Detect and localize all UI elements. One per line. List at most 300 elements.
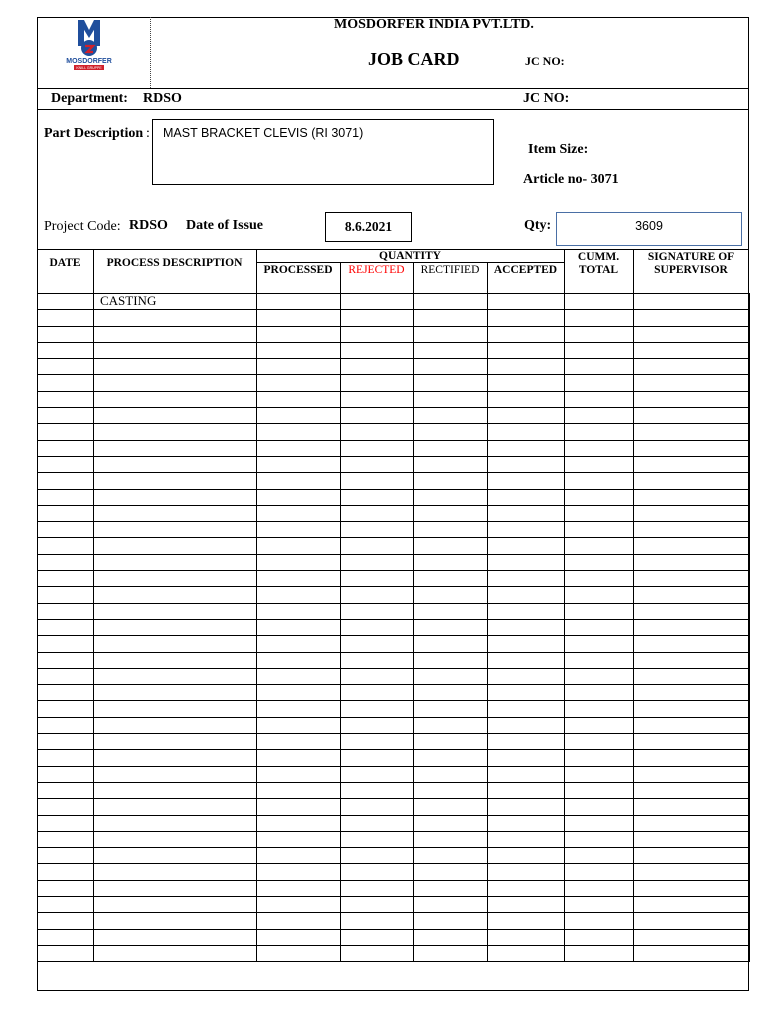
cell-signature[interactable] bbox=[634, 473, 750, 489]
cell-cumm-total[interactable] bbox=[565, 473, 634, 489]
cell-process[interactable] bbox=[94, 766, 257, 782]
cell-rectified[interactable] bbox=[414, 717, 488, 733]
cell-process[interactable] bbox=[94, 619, 257, 635]
cell-rejected[interactable] bbox=[341, 929, 414, 945]
cell-rejected[interactable] bbox=[341, 440, 414, 456]
cell-date[interactable] bbox=[38, 831, 94, 847]
cell-process[interactable] bbox=[94, 456, 257, 472]
cell-signature[interactable] bbox=[634, 489, 750, 505]
cell-rejected[interactable] bbox=[341, 864, 414, 880]
cell-accepted[interactable] bbox=[488, 652, 565, 668]
cell-accepted[interactable] bbox=[488, 294, 565, 310]
cell-rejected[interactable] bbox=[341, 391, 414, 407]
cell-signature[interactable] bbox=[634, 880, 750, 896]
cell-signature[interactable] bbox=[634, 652, 750, 668]
cell-date[interactable] bbox=[38, 342, 94, 358]
cell-rectified[interactable] bbox=[414, 685, 488, 701]
cell-signature[interactable] bbox=[634, 717, 750, 733]
cell-rectified[interactable] bbox=[414, 424, 488, 440]
cell-cumm-total[interactable] bbox=[565, 668, 634, 684]
cell-rectified[interactable] bbox=[414, 505, 488, 521]
cell-rectified[interactable] bbox=[414, 831, 488, 847]
cell-cumm-total[interactable] bbox=[565, 945, 634, 961]
cell-date[interactable] bbox=[38, 473, 94, 489]
cell-processed[interactable] bbox=[257, 766, 341, 782]
cell-accepted[interactable] bbox=[488, 408, 565, 424]
cell-signature[interactable] bbox=[634, 782, 750, 798]
cell-signature[interactable] bbox=[634, 619, 750, 635]
cell-rejected[interactable] bbox=[341, 668, 414, 684]
cell-cumm-total[interactable] bbox=[565, 456, 634, 472]
cell-rejected[interactable] bbox=[341, 522, 414, 538]
cell-date[interactable] bbox=[38, 929, 94, 945]
cell-process[interactable] bbox=[94, 734, 257, 750]
cell-rectified[interactable] bbox=[414, 571, 488, 587]
cell-cumm-total[interactable] bbox=[565, 538, 634, 554]
cell-cumm-total[interactable] bbox=[565, 294, 634, 310]
cell-accepted[interactable] bbox=[488, 880, 565, 896]
cell-processed[interactable] bbox=[257, 929, 341, 945]
cell-rectified[interactable] bbox=[414, 913, 488, 929]
cell-process[interactable] bbox=[94, 554, 257, 570]
cell-rectified[interactable] bbox=[414, 440, 488, 456]
cell-process[interactable] bbox=[94, 750, 257, 766]
cell-date[interactable] bbox=[38, 782, 94, 798]
cell-cumm-total[interactable] bbox=[565, 636, 634, 652]
cell-processed[interactable] bbox=[257, 896, 341, 912]
cell-cumm-total[interactable] bbox=[565, 522, 634, 538]
cell-process[interactable] bbox=[94, 848, 257, 864]
cell-cumm-total[interactable] bbox=[565, 619, 634, 635]
cell-process[interactable] bbox=[94, 505, 257, 521]
cell-processed[interactable] bbox=[257, 408, 341, 424]
cell-process[interactable] bbox=[94, 929, 257, 945]
cell-processed[interactable] bbox=[257, 538, 341, 554]
cell-cumm-total[interactable] bbox=[565, 831, 634, 847]
cell-rectified[interactable] bbox=[414, 750, 488, 766]
cell-rectified[interactable] bbox=[414, 522, 488, 538]
cell-process[interactable] bbox=[94, 408, 257, 424]
cell-cumm-total[interactable] bbox=[565, 652, 634, 668]
cell-rejected[interactable] bbox=[341, 571, 414, 587]
cell-process[interactable] bbox=[94, 668, 257, 684]
cell-processed[interactable] bbox=[257, 717, 341, 733]
cell-date[interactable] bbox=[38, 636, 94, 652]
cell-process[interactable] bbox=[94, 375, 257, 391]
cell-process[interactable] bbox=[94, 587, 257, 603]
cell-accepted[interactable] bbox=[488, 668, 565, 684]
cell-rectified[interactable] bbox=[414, 734, 488, 750]
cell-accepted[interactable] bbox=[488, 799, 565, 815]
cell-rejected[interactable] bbox=[341, 603, 414, 619]
cell-accepted[interactable] bbox=[488, 766, 565, 782]
cell-cumm-total[interactable] bbox=[565, 750, 634, 766]
cell-cumm-total[interactable] bbox=[565, 913, 634, 929]
cell-rectified[interactable] bbox=[414, 815, 488, 831]
cell-processed[interactable] bbox=[257, 326, 341, 342]
cell-process[interactable]: CASTING bbox=[94, 294, 257, 310]
cell-rejected[interactable] bbox=[341, 896, 414, 912]
cell-accepted[interactable] bbox=[488, 440, 565, 456]
cell-processed[interactable] bbox=[257, 473, 341, 489]
cell-accepted[interactable] bbox=[488, 375, 565, 391]
cell-signature[interactable] bbox=[634, 685, 750, 701]
cell-process[interactable] bbox=[94, 522, 257, 538]
cell-rejected[interactable] bbox=[341, 375, 414, 391]
cell-rectified[interactable] bbox=[414, 342, 488, 358]
cell-date[interactable] bbox=[38, 701, 94, 717]
cell-cumm-total[interactable] bbox=[565, 571, 634, 587]
cell-accepted[interactable] bbox=[488, 473, 565, 489]
cell-signature[interactable] bbox=[634, 440, 750, 456]
cell-cumm-total[interactable] bbox=[565, 554, 634, 570]
cell-rectified[interactable] bbox=[414, 489, 488, 505]
cell-rejected[interactable] bbox=[341, 538, 414, 554]
cell-rectified[interactable] bbox=[414, 636, 488, 652]
cell-rejected[interactable] bbox=[341, 831, 414, 847]
cell-date[interactable] bbox=[38, 685, 94, 701]
cell-process[interactable] bbox=[94, 913, 257, 929]
cell-signature[interactable] bbox=[634, 799, 750, 815]
cell-rejected[interactable] bbox=[341, 799, 414, 815]
cell-rejected[interactable] bbox=[341, 766, 414, 782]
cell-cumm-total[interactable] bbox=[565, 929, 634, 945]
cell-signature[interactable] bbox=[634, 864, 750, 880]
cell-rectified[interactable] bbox=[414, 359, 488, 375]
cell-accepted[interactable] bbox=[488, 456, 565, 472]
cell-signature[interactable] bbox=[634, 294, 750, 310]
cell-process[interactable] bbox=[94, 831, 257, 847]
cell-date[interactable] bbox=[38, 734, 94, 750]
cell-accepted[interactable] bbox=[488, 489, 565, 505]
cell-rectified[interactable] bbox=[414, 587, 488, 603]
cell-signature[interactable] bbox=[634, 668, 750, 684]
cell-rejected[interactable] bbox=[341, 310, 414, 326]
cell-accepted[interactable] bbox=[488, 945, 565, 961]
cell-rectified[interactable] bbox=[414, 619, 488, 635]
cell-accepted[interactable] bbox=[488, 505, 565, 521]
cell-cumm-total[interactable] bbox=[565, 440, 634, 456]
cell-accepted[interactable] bbox=[488, 342, 565, 358]
cell-accepted[interactable] bbox=[488, 913, 565, 929]
cell-cumm-total[interactable] bbox=[565, 848, 634, 864]
cell-cumm-total[interactable] bbox=[565, 603, 634, 619]
cell-processed[interactable] bbox=[257, 913, 341, 929]
cell-processed[interactable] bbox=[257, 668, 341, 684]
cell-processed[interactable] bbox=[257, 587, 341, 603]
cell-process[interactable] bbox=[94, 440, 257, 456]
cell-signature[interactable] bbox=[634, 913, 750, 929]
cell-signature[interactable] bbox=[634, 375, 750, 391]
cell-signature[interactable] bbox=[634, 326, 750, 342]
cell-rectified[interactable] bbox=[414, 848, 488, 864]
cell-signature[interactable] bbox=[634, 310, 750, 326]
cell-process[interactable] bbox=[94, 603, 257, 619]
cell-date[interactable] bbox=[38, 294, 94, 310]
cell-processed[interactable] bbox=[257, 848, 341, 864]
cell-date[interactable] bbox=[38, 326, 94, 342]
cell-signature[interactable] bbox=[634, 456, 750, 472]
cell-date[interactable] bbox=[38, 945, 94, 961]
cell-rectified[interactable] bbox=[414, 456, 488, 472]
cell-date[interactable] bbox=[38, 619, 94, 635]
cell-process[interactable] bbox=[94, 815, 257, 831]
cell-date[interactable] bbox=[38, 815, 94, 831]
cell-processed[interactable] bbox=[257, 342, 341, 358]
cell-cumm-total[interactable] bbox=[565, 342, 634, 358]
cell-rectified[interactable] bbox=[414, 473, 488, 489]
cell-rectified[interactable] bbox=[414, 538, 488, 554]
cell-signature[interactable] bbox=[634, 701, 750, 717]
cell-date[interactable] bbox=[38, 652, 94, 668]
cell-rejected[interactable] bbox=[341, 717, 414, 733]
cell-process[interactable] bbox=[94, 636, 257, 652]
cell-cumm-total[interactable] bbox=[565, 489, 634, 505]
cell-rejected[interactable] bbox=[341, 701, 414, 717]
cell-date[interactable] bbox=[38, 440, 94, 456]
cell-process[interactable] bbox=[94, 896, 257, 912]
cell-cumm-total[interactable] bbox=[565, 391, 634, 407]
cell-processed[interactable] bbox=[257, 880, 341, 896]
cell-cumm-total[interactable] bbox=[565, 717, 634, 733]
cell-rejected[interactable] bbox=[341, 408, 414, 424]
cell-cumm-total[interactable] bbox=[565, 766, 634, 782]
cell-rectified[interactable] bbox=[414, 799, 488, 815]
cell-rejected[interactable] bbox=[341, 342, 414, 358]
cell-process[interactable] bbox=[94, 945, 257, 961]
cell-processed[interactable] bbox=[257, 945, 341, 961]
cell-signature[interactable] bbox=[634, 391, 750, 407]
cell-rectified[interactable] bbox=[414, 408, 488, 424]
cell-processed[interactable] bbox=[257, 456, 341, 472]
cell-rectified[interactable] bbox=[414, 668, 488, 684]
cell-rejected[interactable] bbox=[341, 505, 414, 521]
cell-accepted[interactable] bbox=[488, 359, 565, 375]
cell-date[interactable] bbox=[38, 750, 94, 766]
cell-date[interactable] bbox=[38, 848, 94, 864]
cell-processed[interactable] bbox=[257, 750, 341, 766]
cell-accepted[interactable] bbox=[488, 685, 565, 701]
cell-process[interactable] bbox=[94, 652, 257, 668]
cell-cumm-total[interactable] bbox=[565, 734, 634, 750]
cell-rectified[interactable] bbox=[414, 554, 488, 570]
cell-signature[interactable] bbox=[634, 522, 750, 538]
cell-accepted[interactable] bbox=[488, 603, 565, 619]
cell-process[interactable] bbox=[94, 799, 257, 815]
cell-processed[interactable] bbox=[257, 571, 341, 587]
cell-date[interactable] bbox=[38, 505, 94, 521]
cell-signature[interactable] bbox=[634, 408, 750, 424]
cell-rejected[interactable] bbox=[341, 554, 414, 570]
cell-rejected[interactable] bbox=[341, 848, 414, 864]
cell-signature[interactable] bbox=[634, 896, 750, 912]
cell-rejected[interactable] bbox=[341, 473, 414, 489]
cell-process[interactable] bbox=[94, 359, 257, 375]
cell-rejected[interactable] bbox=[341, 424, 414, 440]
cell-accepted[interactable] bbox=[488, 701, 565, 717]
cell-processed[interactable] bbox=[257, 310, 341, 326]
cell-date[interactable] bbox=[38, 391, 94, 407]
cell-date[interactable] bbox=[38, 456, 94, 472]
cell-signature[interactable] bbox=[634, 603, 750, 619]
cell-accepted[interactable] bbox=[488, 554, 565, 570]
cell-rejected[interactable] bbox=[341, 880, 414, 896]
cell-rectified[interactable] bbox=[414, 294, 488, 310]
cell-date[interactable] bbox=[38, 864, 94, 880]
cell-cumm-total[interactable] bbox=[565, 326, 634, 342]
cell-signature[interactable] bbox=[634, 929, 750, 945]
cell-cumm-total[interactable] bbox=[565, 375, 634, 391]
cell-cumm-total[interactable] bbox=[565, 685, 634, 701]
cell-date[interactable] bbox=[38, 913, 94, 929]
cell-rejected[interactable] bbox=[341, 685, 414, 701]
cell-rectified[interactable] bbox=[414, 652, 488, 668]
cell-accepted[interactable] bbox=[488, 538, 565, 554]
cell-cumm-total[interactable] bbox=[565, 864, 634, 880]
cell-accepted[interactable] bbox=[488, 815, 565, 831]
cell-accepted[interactable] bbox=[488, 636, 565, 652]
cell-rectified[interactable] bbox=[414, 310, 488, 326]
cell-process[interactable] bbox=[94, 701, 257, 717]
cell-processed[interactable] bbox=[257, 424, 341, 440]
cell-signature[interactable] bbox=[634, 359, 750, 375]
cell-processed[interactable] bbox=[257, 619, 341, 635]
cell-process[interactable] bbox=[94, 489, 257, 505]
cell-process[interactable] bbox=[94, 571, 257, 587]
cell-date[interactable] bbox=[38, 310, 94, 326]
cell-processed[interactable] bbox=[257, 489, 341, 505]
cell-accepted[interactable] bbox=[488, 587, 565, 603]
cell-cumm-total[interactable] bbox=[565, 815, 634, 831]
cell-signature[interactable] bbox=[634, 831, 750, 847]
cell-rejected[interactable] bbox=[341, 913, 414, 929]
cell-processed[interactable] bbox=[257, 782, 341, 798]
cell-date[interactable] bbox=[38, 717, 94, 733]
cell-processed[interactable] bbox=[257, 505, 341, 521]
cell-rectified[interactable] bbox=[414, 782, 488, 798]
cell-accepted[interactable] bbox=[488, 734, 565, 750]
cell-rectified[interactable] bbox=[414, 864, 488, 880]
cell-date[interactable] bbox=[38, 766, 94, 782]
cell-signature[interactable] bbox=[634, 424, 750, 440]
cell-process[interactable] bbox=[94, 473, 257, 489]
cell-rectified[interactable] bbox=[414, 701, 488, 717]
cell-rejected[interactable] bbox=[341, 636, 414, 652]
cell-rectified[interactable] bbox=[414, 603, 488, 619]
cell-date[interactable] bbox=[38, 408, 94, 424]
cell-accepted[interactable] bbox=[488, 522, 565, 538]
cell-processed[interactable] bbox=[257, 734, 341, 750]
cell-accepted[interactable] bbox=[488, 717, 565, 733]
cell-date[interactable] bbox=[38, 896, 94, 912]
cell-rectified[interactable] bbox=[414, 766, 488, 782]
cell-cumm-total[interactable] bbox=[565, 587, 634, 603]
cell-accepted[interactable] bbox=[488, 424, 565, 440]
cell-rejected[interactable] bbox=[341, 782, 414, 798]
cell-date[interactable] bbox=[38, 538, 94, 554]
cell-rectified[interactable] bbox=[414, 896, 488, 912]
cell-signature[interactable] bbox=[634, 945, 750, 961]
cell-rejected[interactable] bbox=[341, 945, 414, 961]
cell-process[interactable] bbox=[94, 880, 257, 896]
cell-accepted[interactable] bbox=[488, 310, 565, 326]
cell-rectified[interactable] bbox=[414, 880, 488, 896]
cell-date[interactable] bbox=[38, 668, 94, 684]
cell-cumm-total[interactable] bbox=[565, 896, 634, 912]
cell-rejected[interactable] bbox=[341, 489, 414, 505]
cell-processed[interactable] bbox=[257, 359, 341, 375]
cell-signature[interactable] bbox=[634, 342, 750, 358]
cell-signature[interactable] bbox=[634, 505, 750, 521]
cell-date[interactable] bbox=[38, 799, 94, 815]
cell-processed[interactable] bbox=[257, 685, 341, 701]
cell-rejected[interactable] bbox=[341, 815, 414, 831]
cell-process[interactable] bbox=[94, 685, 257, 701]
cell-rejected[interactable] bbox=[341, 619, 414, 635]
cell-processed[interactable] bbox=[257, 864, 341, 880]
cell-signature[interactable] bbox=[634, 587, 750, 603]
cell-cumm-total[interactable] bbox=[565, 782, 634, 798]
cell-date[interactable] bbox=[38, 375, 94, 391]
cell-processed[interactable] bbox=[257, 375, 341, 391]
cell-date[interactable] bbox=[38, 554, 94, 570]
cell-signature[interactable] bbox=[634, 750, 750, 766]
cell-cumm-total[interactable] bbox=[565, 359, 634, 375]
cell-process[interactable] bbox=[94, 717, 257, 733]
cell-signature[interactable] bbox=[634, 848, 750, 864]
cell-process[interactable] bbox=[94, 391, 257, 407]
cell-rectified[interactable] bbox=[414, 945, 488, 961]
cell-rejected[interactable] bbox=[341, 652, 414, 668]
cell-rejected[interactable] bbox=[341, 456, 414, 472]
cell-processed[interactable] bbox=[257, 522, 341, 538]
cell-process[interactable] bbox=[94, 864, 257, 880]
cell-accepted[interactable] bbox=[488, 864, 565, 880]
cell-cumm-total[interactable] bbox=[565, 505, 634, 521]
cell-accepted[interactable] bbox=[488, 782, 565, 798]
cell-accepted[interactable] bbox=[488, 571, 565, 587]
cell-signature[interactable] bbox=[634, 554, 750, 570]
cell-cumm-total[interactable] bbox=[565, 408, 634, 424]
cell-rejected[interactable] bbox=[341, 326, 414, 342]
cell-signature[interactable] bbox=[634, 734, 750, 750]
cell-processed[interactable] bbox=[257, 391, 341, 407]
cell-signature[interactable] bbox=[634, 538, 750, 554]
cell-processed[interactable] bbox=[257, 294, 341, 310]
cell-processed[interactable] bbox=[257, 440, 341, 456]
cell-date[interactable] bbox=[38, 571, 94, 587]
cell-processed[interactable] bbox=[257, 652, 341, 668]
date-of-issue-field[interactable] bbox=[325, 212, 412, 242]
cell-cumm-total[interactable] bbox=[565, 701, 634, 717]
cell-accepted[interactable] bbox=[488, 929, 565, 945]
cell-processed[interactable] bbox=[257, 636, 341, 652]
cell-signature[interactable] bbox=[634, 571, 750, 587]
cell-accepted[interactable] bbox=[488, 326, 565, 342]
cell-date[interactable] bbox=[38, 489, 94, 505]
cell-accepted[interactable] bbox=[488, 831, 565, 847]
cell-rectified[interactable] bbox=[414, 375, 488, 391]
cell-date[interactable] bbox=[38, 522, 94, 538]
cell-rejected[interactable] bbox=[341, 294, 414, 310]
part-description-field[interactable] bbox=[152, 119, 494, 185]
cell-date[interactable] bbox=[38, 359, 94, 375]
cell-rejected[interactable] bbox=[341, 587, 414, 603]
cell-process[interactable] bbox=[94, 326, 257, 342]
cell-signature[interactable] bbox=[634, 636, 750, 652]
cell-process[interactable] bbox=[94, 310, 257, 326]
cell-rejected[interactable] bbox=[341, 750, 414, 766]
